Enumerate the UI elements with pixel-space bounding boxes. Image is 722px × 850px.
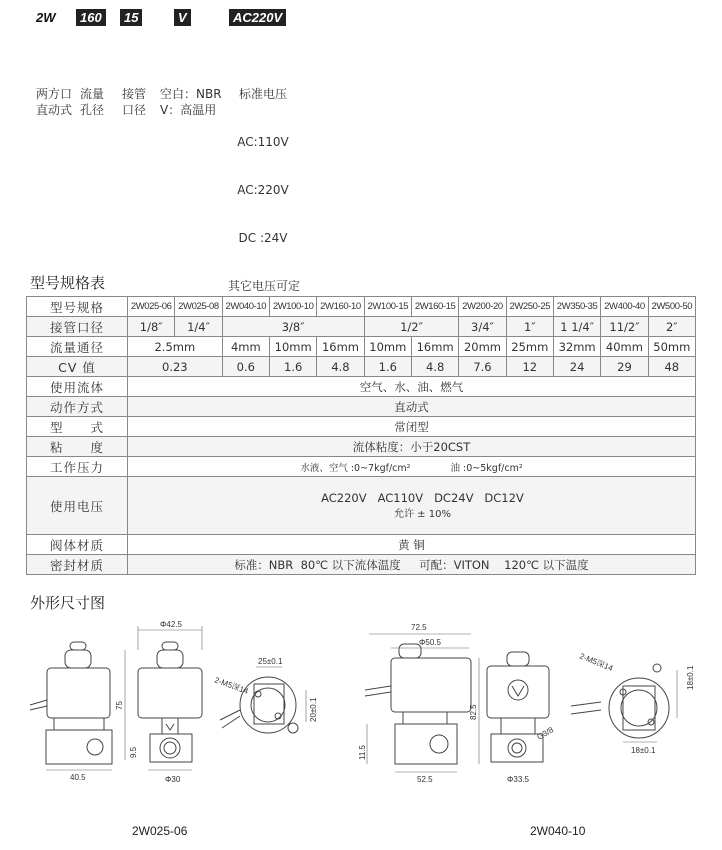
row-label: 工作压力 — [27, 457, 128, 477]
port-cell: 11/2″ — [601, 317, 648, 337]
port-cell: 1/4″ — [175, 317, 222, 337]
flow-cell: 10mm — [364, 337, 411, 357]
table-row — [27, 357, 696, 377]
flow-cell: 16mm — [317, 337, 364, 357]
cv-cell: 12 — [506, 357, 553, 377]
flow-cell: 2.5mm — [128, 337, 223, 357]
voltage-list: AC220V AC110V DC24V DC12V — [321, 491, 524, 505]
pressure-oil: 油 :0~5kgf/cm² — [450, 462, 523, 474]
seal-cell: 标准：NBR 80℃ 以下流体温度 可配：VITON 120℃ 以下温度 — [128, 555, 696, 575]
model-cell: 2W250-25 — [506, 297, 553, 317]
cv-cell: 29 — [601, 357, 648, 377]
dim-bolt-v: 20±0.1 — [309, 697, 318, 722]
cv-cell: 24 — [553, 357, 600, 377]
dim-height: 75 — [115, 701, 124, 710]
port-cell: 1 1/4″ — [553, 317, 600, 337]
model-cell: 2W160-15 — [411, 297, 458, 317]
table-row — [27, 397, 696, 417]
voltage-tolerance: 允许 ± 10% — [393, 509, 451, 520]
legend-series: 两方口 直动式 — [36, 87, 73, 117]
model-cell: 2W025-06 — [128, 297, 175, 317]
table-row — [27, 437, 696, 457]
model-cell: 2W350-35 — [553, 297, 600, 317]
row-label: 阀体材质 — [27, 535, 128, 555]
model-cell: 2W025-08 — [175, 297, 222, 317]
caption-right: 2W040-10 — [530, 824, 586, 838]
row-label: 使用电压 — [27, 477, 128, 535]
cv-cell: 1.6 — [269, 357, 316, 377]
table-row — [27, 555, 696, 575]
legend-flow: 流量 孔径 — [80, 87, 105, 117]
drawing-left — [0, 610, 361, 830]
cv-cell: 1.6 — [364, 357, 411, 377]
port-cell: 3/8″ — [222, 317, 364, 337]
dim-phi-top: Φ42.5 — [160, 620, 182, 629]
legend-voltage: 标准电压 AC:110V AC:220V DC :24V 其它电压可定 — [228, 87, 301, 293]
table-row — [27, 377, 696, 397]
table-row — [27, 417, 696, 437]
row-label: 使用流体 — [27, 377, 128, 397]
viscosity-cell: 流体粘度：小于20CST — [128, 437, 696, 457]
flow-cell: 40mm — [601, 337, 648, 357]
model-cell: 2W040-10 — [222, 297, 269, 317]
row-label: CV 值 — [27, 357, 128, 377]
legend-seal: 空白：NBR V：高温用 — [160, 87, 222, 117]
dim-phi-top: Φ50.5 — [419, 638, 441, 647]
code-flow: 160 — [76, 9, 106, 26]
dim-phi-base: Φ33.5 — [507, 775, 529, 784]
port-cell: 1/2″ — [364, 317, 459, 337]
action-cell: 直动式 — [128, 397, 696, 417]
model-cell: 2W400-40 — [601, 297, 648, 317]
row-label: 动作方式 — [27, 397, 128, 417]
dim-width-top: 72.5 — [411, 623, 427, 632]
cv-cell: 0.6 — [222, 357, 269, 377]
row-label: 接管口径 — [27, 317, 128, 337]
table-row — [27, 317, 696, 337]
row-label: 粘 度 — [27, 437, 128, 457]
flow-cell: 10mm — [269, 337, 316, 357]
row-label: 型号规格 — [27, 297, 128, 317]
table-row — [27, 477, 696, 535]
code-port: 15 — [120, 9, 142, 26]
flow-cell: 50mm — [648, 337, 695, 357]
flow-cell: 4mm — [222, 337, 269, 357]
dim-phi-base: Φ30 — [165, 775, 181, 784]
code-voltage: AC220V — [229, 9, 286, 26]
dim-screw: 2-M5深14 — [213, 675, 250, 696]
drawing-right — [358, 610, 722, 830]
cv-cell: 7.6 — [459, 357, 506, 377]
port-cell: 3/4″ — [459, 317, 506, 337]
model-cell: 2W100-10 — [269, 297, 316, 317]
flow-cell: 25mm — [506, 337, 553, 357]
dim-bolt: 25±0.1 — [258, 657, 283, 666]
flow-cell: 16mm — [411, 337, 458, 357]
port-cell: 1/8″ — [128, 317, 175, 337]
spec-table — [26, 296, 696, 575]
flow-cell: 32mm — [553, 337, 600, 357]
dim-width: 52.5 — [417, 775, 433, 784]
row-label: 型 式 — [27, 417, 128, 437]
model-cell: 2W500-50 — [648, 297, 695, 317]
cv-cell: 48 — [648, 357, 695, 377]
port-cell: 1″ — [506, 317, 553, 337]
dim-base: 11.5 — [358, 745, 367, 760]
legend-port: 接管 口径 — [122, 87, 147, 117]
model-cell: 2W200-20 — [459, 297, 506, 317]
dim-bolt-h: 18±0.1 — [631, 746, 656, 755]
flow-cell: 20mm — [459, 337, 506, 357]
pressure-cell — [128, 457, 696, 477]
table-row — [27, 457, 696, 477]
row-label: 流量通径 — [27, 337, 128, 357]
body-cell: 黄 铜 — [128, 535, 696, 555]
port-cell: 2″ — [648, 317, 695, 337]
dim-base: 9.5 — [129, 746, 138, 758]
cv-cell: 0.23 — [128, 357, 223, 377]
row-label: 密封材质 — [27, 555, 128, 575]
fluid-cell: 空气、水、油、燃气 — [128, 377, 696, 397]
dim-width: 40.5 — [70, 773, 86, 782]
dim-height: 82.5 — [469, 704, 478, 720]
drawing-title: 外形尺寸图 — [30, 594, 106, 612]
code-series: 2W — [36, 10, 56, 25]
table-row — [27, 297, 696, 317]
type-cell: 常闭型 — [128, 417, 696, 437]
dim-port: G3/8 — [535, 725, 556, 742]
model-cell: 2W160-10 — [317, 297, 364, 317]
voltage-cell — [128, 477, 696, 535]
table-row — [27, 337, 696, 357]
cv-cell: 4.8 — [317, 357, 364, 377]
caption-left: 2W025-06 — [132, 824, 188, 838]
dim-screw: 2-M5深14 — [578, 651, 615, 674]
dim-bolt-v: 18±0.1 — [686, 665, 695, 690]
code-seal: V — [174, 9, 191, 26]
model-cell: 2W100-15 — [364, 297, 411, 317]
pressure-water: 水液、空气 :0~7kgf/cm² — [300, 462, 411, 474]
table-title: 型号规格表 — [30, 274, 106, 292]
cv-cell: 4.8 — [411, 357, 458, 377]
table-row — [27, 535, 696, 555]
